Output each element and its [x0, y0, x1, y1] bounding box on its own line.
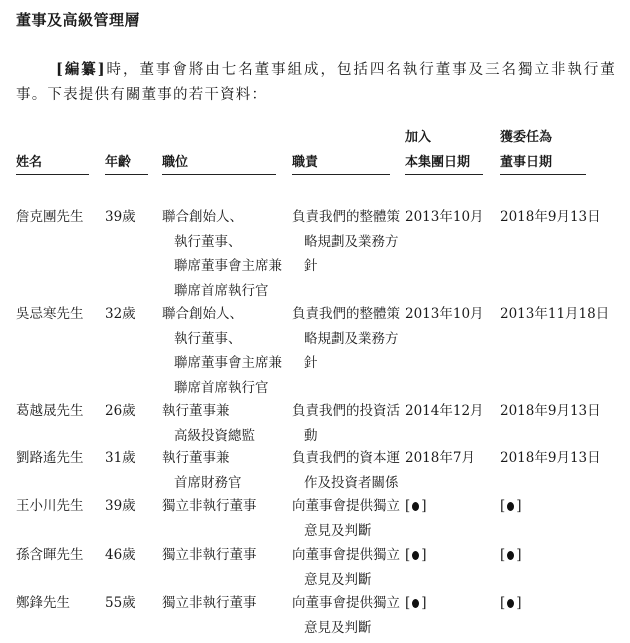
duties-line: 動: [304, 427, 318, 444]
appointment-date: [ ]: [500, 498, 522, 514]
director-name: 孫含暉先生: [16, 547, 84, 563]
appointment-date: 2018年9月13日: [500, 209, 601, 225]
header-rule-position: [162, 174, 276, 175]
position-line: 獨立非執行董事: [162, 498, 257, 514]
header-join-line2: 本集團日期: [405, 155, 471, 170]
position-line: 聯席首席執行官: [174, 379, 269, 396]
position-line: 聯合創始人、: [162, 209, 243, 225]
director-position: [162, 205, 282, 303]
position-line: 獨立非執行董事: [162, 547, 257, 563]
director-duties: [292, 543, 400, 592]
director-age: 55歲: [105, 595, 136, 611]
join-date: 2013年10月: [405, 306, 484, 322]
duties-line: 針: [304, 355, 318, 371]
header-position: 職位: [162, 155, 189, 170]
appointment-date: 2018年9月13日: [500, 450, 601, 466]
duties-line: 向董事會提供獨立: [292, 498, 400, 514]
appointment-date: 2013年11月18日: [500, 306, 610, 322]
section-heading: 董事及高級管理層: [16, 11, 141, 29]
director-duties: [292, 591, 400, 640]
duties-line: 負責我們的投資活: [292, 403, 400, 419]
position-line: 聯席董事會主席兼: [174, 258, 282, 274]
director-duties: [292, 302, 400, 376]
duties-line: 向董事會提供獨立: [292, 547, 400, 563]
header-rule-age: [105, 174, 148, 175]
director-age: 26歲: [105, 403, 136, 419]
position-line: 獨立非執行董事: [162, 595, 257, 611]
duties-line: 負責我們的資本運: [292, 450, 400, 466]
position-line: 首席財務官: [174, 474, 242, 491]
join-date: [ ]: [405, 547, 427, 563]
join-date: 2013年10月: [405, 209, 484, 225]
director-duties: [292, 399, 400, 448]
header-appoint-line2: 董事日期: [500, 155, 553, 170]
duties-line: 向董事會提供獨立: [292, 595, 400, 611]
header-rule-appoint: [500, 174, 586, 175]
position-line: 執行董事兼: [162, 450, 230, 466]
position-line: 高級投資總監: [174, 427, 255, 444]
director-name: 王小川先生: [16, 498, 84, 514]
header-appoint-line1: 獲委任為: [500, 130, 553, 145]
director-age: 31歲: [105, 450, 136, 466]
intro-paragraph: [16, 57, 616, 108]
placeholder-bullet: [412, 599, 419, 608]
director-name: 鄭鋒先生: [16, 595, 70, 611]
director-position: [162, 591, 257, 616]
placeholder-bullet: [412, 502, 419, 511]
position-line: 執行董事、: [174, 233, 242, 250]
duties-line: 意見及判斷: [304, 619, 372, 636]
header-rule-duties: [292, 174, 390, 175]
position-line: 聯席董事會主席兼: [174, 355, 282, 371]
position-line: 執行董事、: [174, 330, 242, 347]
join-date: 2018年7月: [405, 450, 475, 466]
placeholder-bullet: [507, 599, 514, 608]
director-name: 葛越晟先生: [16, 403, 84, 419]
duties-line: 作及投資者關係: [304, 474, 399, 491]
join-date: 2014年12月: [405, 403, 484, 419]
duties-line: 略規劃及業務方: [304, 233, 399, 250]
placeholder-bullet: [507, 502, 514, 511]
position-line: 聯合創始人、: [162, 306, 243, 322]
header-name: 姓名: [16, 155, 43, 170]
appointment-date: 2018年9月13日: [500, 403, 601, 419]
director-position: [162, 302, 282, 400]
header-rule-name: [16, 174, 89, 175]
join-date: [ ]: [405, 595, 427, 611]
duties-line: 意見及判斷: [304, 571, 372, 588]
director-name: 吳忌寒先生: [16, 306, 84, 322]
position-line: 聯席首席執行官: [174, 282, 269, 299]
position-line: 執行董事兼: [162, 403, 230, 419]
header-duties: 職責: [292, 155, 319, 170]
duties-line: 負責我們的整體策: [292, 306, 400, 322]
placeholder-bullet: [507, 551, 514, 560]
director-position: [162, 494, 257, 519]
director-name: 劉路遙先生: [16, 450, 84, 466]
redacted-marker: [編纂]: [56, 61, 106, 78]
director-position: [162, 543, 257, 568]
duties-line: 負責我們的整體策: [292, 209, 400, 225]
header-rule-join: [405, 174, 483, 175]
director-age: 39歲: [105, 209, 136, 225]
appointment-date: [ ]: [500, 595, 522, 611]
director-duties: [292, 205, 400, 279]
director-age: 46歲: [105, 547, 136, 563]
appointment-date: [ ]: [500, 547, 522, 563]
director-position: [162, 446, 242, 495]
director-name: 詹克團先生: [16, 209, 84, 225]
header-age: 年齡: [105, 155, 132, 170]
director-age: 39歲: [105, 498, 136, 514]
director-duties: [292, 446, 400, 495]
join-date: [ ]: [405, 498, 427, 514]
header-join-line1: 加入: [405, 130, 432, 145]
duties-line: 略規劃及業務方: [304, 330, 399, 347]
intro-text: 時，董事會將由七名董事組成，包括四名執行董事及三名獨立非執行董事。下表提供有關董事的若干資料：: [16, 62, 616, 103]
director-age: 32歲: [105, 306, 136, 322]
duties-line: 意見及判斷: [304, 522, 372, 539]
director-position: [162, 399, 255, 448]
placeholder-bullet: [412, 551, 419, 560]
director-duties: [292, 494, 400, 543]
duties-line: 針: [304, 258, 318, 274]
